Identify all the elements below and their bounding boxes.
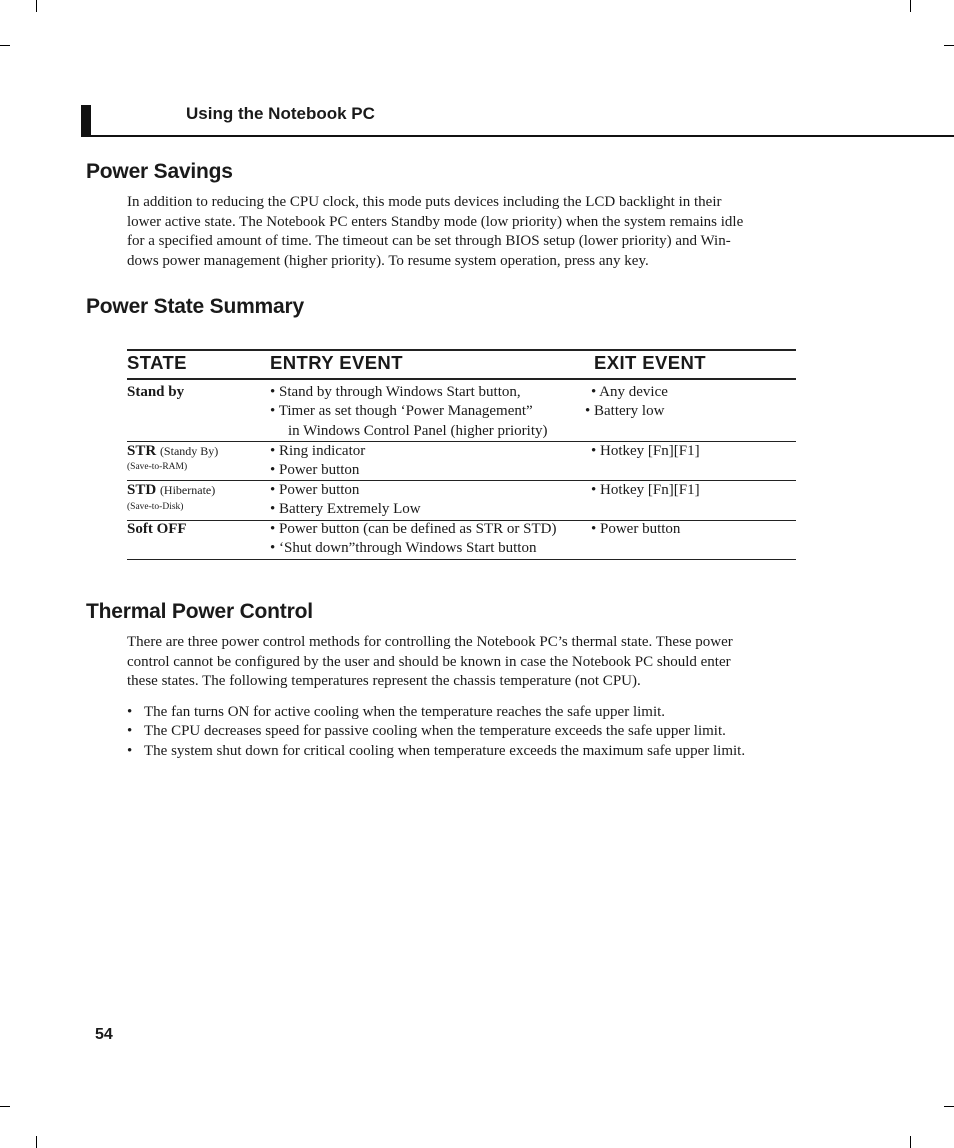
column-header-entry-event: ENTRY EVENT <box>270 352 403 373</box>
entry-event-item: in Windows Control Panel (higher priority) <box>288 423 548 439</box>
header-rule <box>81 135 954 137</box>
paragraph-line: lower active state. The Notebook PC enters Standby mode (low priority) when the system remains idle <box>127 213 744 230</box>
state-cell <box>127 520 187 540</box>
paragraph-line: dows power management (higher priority). To resume system operation, press any key. <box>127 252 649 269</box>
state-cell <box>127 442 218 462</box>
exit-event-item: • Hotkey [Fn][F1] <box>591 443 700 459</box>
bullet-symbol: • <box>127 723 133 739</box>
state-subtitle: (Save-to-RAM) <box>127 462 188 472</box>
entry-event-item: • Power button (can be defined as STR or STD) <box>270 521 557 537</box>
state-name: Soft OFF <box>127 521 187 537</box>
paragraph-line: In addition to reducing the CPU clock, this mode puts devices including the LCD backlight in their <box>127 194 722 210</box>
running-header-title: Using the Notebook PC <box>186 104 375 123</box>
bullet-text: The system shut down for critical cooling when temperature exceeds the maximum safe upper limit. <box>144 743 746 759</box>
power-savings-heading: Power Savings <box>86 160 233 183</box>
entry-event-item: • Timer as set though ‘Power Management” <box>270 403 533 419</box>
bullet-symbol: • <box>127 743 133 759</box>
crop-mark <box>910 1136 911 1148</box>
crop-mark <box>0 45 10 46</box>
column-header-state: STATE <box>127 352 187 373</box>
state-name: STR <box>127 443 157 459</box>
crop-mark <box>0 1106 10 1107</box>
table-top-rule <box>127 349 796 351</box>
bullet-text: The CPU decreases speed for passive cooling when the temperature exceeds the safe upper limit. <box>144 723 726 739</box>
exit-event-item: • Battery low <box>585 403 665 419</box>
paragraph-line: for a specified amount of time. The timeout can be set through BIOS setup (lower priority) and Win- <box>127 233 731 250</box>
crop-mark <box>944 1106 954 1107</box>
bullet-symbol: • <box>127 704 133 720</box>
entry-event-item: • ‘Shut down”through Windows Start button <box>270 540 537 556</box>
header-bottom-rule <box>127 378 796 380</box>
exit-event-item: • Hotkey [Fn][F1] <box>591 482 700 498</box>
column-header-exit-event: EXIT EVENT <box>594 352 706 373</box>
bullet-text: The fan turns ON for active cooling when the temperature reaches the safe upper limit. <box>144 704 666 720</box>
page-number: 54 <box>95 1026 113 1043</box>
thermal-paragraph <box>127 633 796 692</box>
state-name: STD <box>127 482 157 498</box>
state-name: Stand by <box>127 384 185 400</box>
crop-mark <box>36 0 37 12</box>
table-bottom-rule <box>127 559 796 560</box>
state-alias: (Standy By) <box>159 444 219 458</box>
crop-mark <box>944 45 954 46</box>
header-bar <box>81 105 91 137</box>
paragraph-line: There are three power control methods for controlling the Notebook PC’s thermal state. These power <box>127 634 733 650</box>
entry-event-item: • Power button <box>270 462 360 478</box>
state-subtitle: (Save-to-Disk) <box>127 502 184 512</box>
entry-event-item: • Ring indicator <box>270 443 366 459</box>
thermal-power-control-heading: Thermal Power Control <box>86 600 313 623</box>
exit-event-item: • Power button <box>591 521 681 537</box>
entry-event-item: • Stand by through Windows Start button, <box>270 384 521 400</box>
power-state-summary-heading: Power State Summary <box>86 295 304 318</box>
state-cell <box>127 383 184 403</box>
entry-event-item: • Power button <box>270 482 360 498</box>
exit-event-item: • Any device <box>591 384 668 400</box>
state-alias: (Hibernate) <box>159 483 216 497</box>
paragraph-line: these states. The following temperatures represent the chassis temperature (not CPU). <box>127 673 641 690</box>
entry-event-item: • Battery Extremely Low <box>270 501 421 517</box>
crop-mark <box>36 1136 37 1148</box>
paragraph-line: control cannot be configured by the user and should be known in case the Notebook PC should enter <box>127 653 731 670</box>
crop-mark <box>910 0 911 12</box>
power-savings-paragraph <box>127 193 796 271</box>
state-cell <box>127 481 215 501</box>
